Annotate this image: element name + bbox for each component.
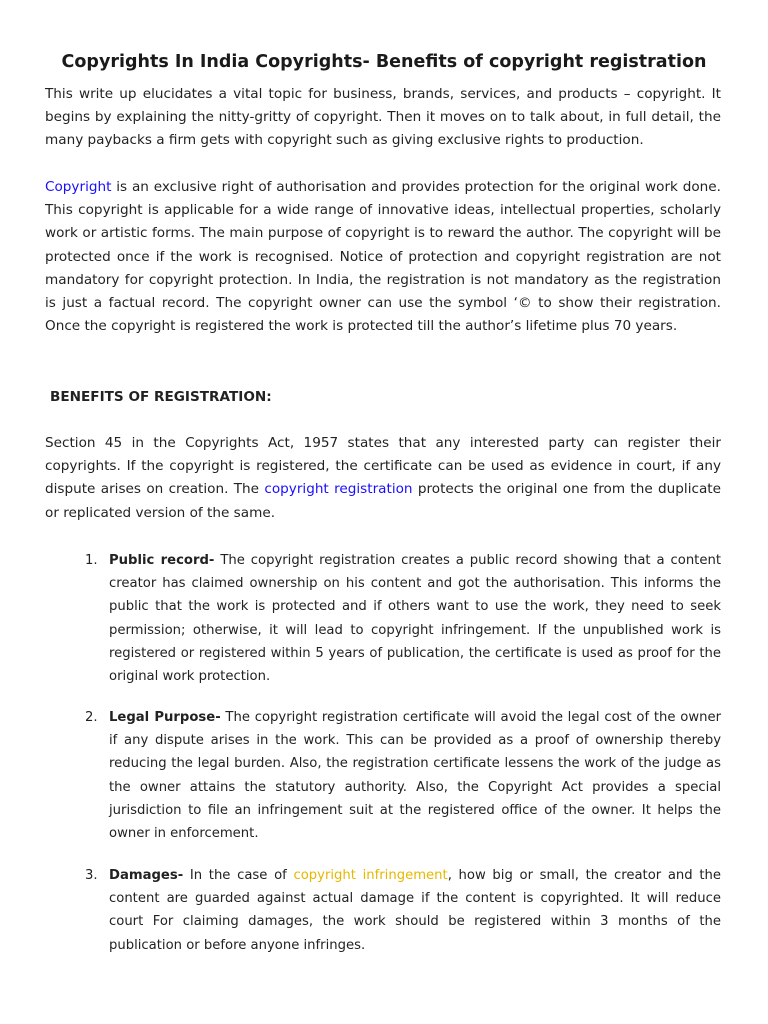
benefits-heading: BENEFITS OF REGISTRATION: <box>50 389 272 405</box>
list-text-before: In the case of <box>183 868 294 883</box>
list-number: 1. <box>85 553 98 568</box>
list-term: Public record- <box>109 553 215 568</box>
intro-paragraph: This write up elucidates a vital topic for business, brands, services, and products – copyright. It begins by explaining the nitty-gritty of copyright. Then it moves on to talk about, in full detail, the many paybacks a firm gets with copyright such as giving exclusive rights to production. <box>45 86 721 149</box>
copyright-registration-link[interactable]: copyright registration <box>264 481 413 498</box>
list-item <box>85 864 721 957</box>
list-text: The copyright registration creates a public record showing that a content creator has claimed ownership on his content and got the authorisation. This informs the public that the work is protected and if others want to use the work, they need to seek permission; otherwise, it will lead to copyright infringement. If the unpublished work is registered or registered within 5 years of publication, the certificate is used as proof for the original work protection. <box>109 553 721 685</box>
list-term: Damages- <box>109 868 184 883</box>
list-text: The copyright registration certificate will avoid the legal cost of the owner if any dispute arises in the work. This can be provided as a proof of ownership thereby reducing the legal burden. Also, the registration certificate lessens the work of the judge as the owner attains the statutory authority. Also, the Copyright Act provides a special jurisdiction to file an infringement suit at the registered office of the owner. It helps the owner in enforcement. <box>109 710 722 842</box>
section45-paragraph <box>45 432 721 525</box>
list-term: Legal Purpose- <box>109 710 221 725</box>
copyright-infringement-link[interactable]: copyright infringement <box>293 868 448 883</box>
list-item <box>85 549 721 688</box>
list-number: 2. <box>85 710 98 725</box>
definition-paragraph <box>45 176 721 338</box>
copyright-link[interactable]: Copyright <box>45 179 112 195</box>
section45-text-after: protects the original one from the duplicate or replicated version of the same. <box>45 481 721 521</box>
list-item <box>85 706 722 845</box>
definition-text: is an exclusive right of authorisation and provides protection for the original work done. This copyright is applicable for a wide range of innovative ideas, intellectual properties, scholarly work or artistic forms. The main purpose of copyright is to reward the author. The copyright will be protected once if the work is recognised. Notice of protection and copyright registration are not mandatory for copyright protection. In India, the registration is not mandatory as the registration is just a factual record. The copyright owner can use the symbol ‘© to show their registration. Once the copyright is registered the work is protected till the author’s lifetime plus 70 years. <box>45 179 721 335</box>
list-number: 3. <box>85 868 98 883</box>
page-title: Copyrights In India Copyrights- Benefits of copyright registration <box>61 52 707 72</box>
list-text-after: , how big or small, the creator and the content are guarded against actual damage if the content is copyrighted. It will reduce court For claiming damages, the work should be registered within 3 months of the publication or before anyone infringes. <box>109 868 721 953</box>
section45-text-before: Section 45 in the Copyrights Act, 1957 states that any interested party can register their copyrights. If the copyright is registered, the certificate can be used as evidence in court, if any dispute arises on creation. The <box>45 435 721 498</box>
